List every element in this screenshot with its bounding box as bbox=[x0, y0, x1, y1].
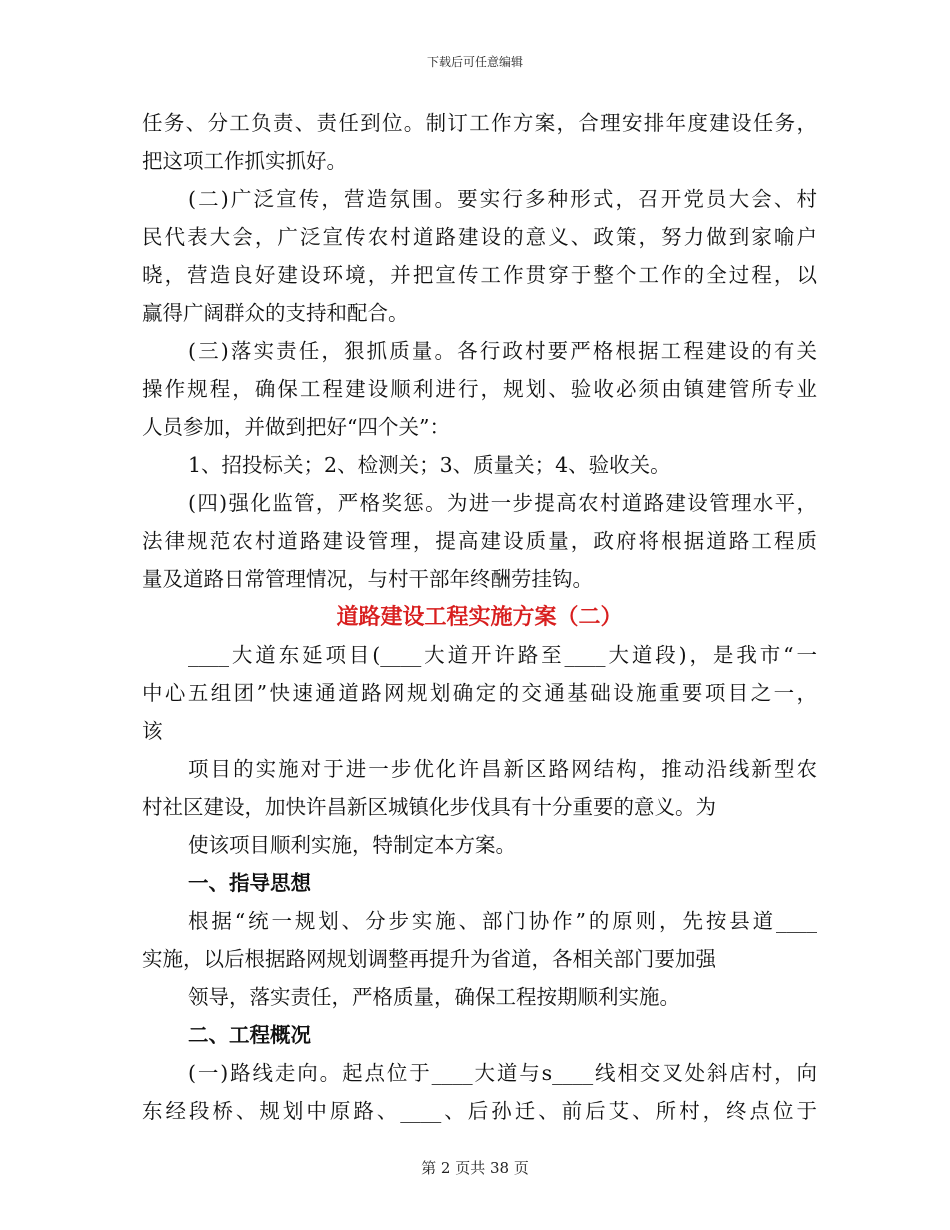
page-header: 下载后可任意编辑 bbox=[426, 55, 523, 69]
paragraph-line: (二)广泛宣传，营造氛围。要实行多种形式，召开党员大会、村 bbox=[188, 187, 817, 211]
paragraph-line: 任务、分工负责、责任到位。制订工作方案，合理安排年度建设任务， bbox=[142, 111, 817, 135]
paragraph-line: 1、招投标关；2、检测关；3、质量关；4、验收关。 bbox=[188, 453, 671, 477]
paragraph-line: 实施，以后根据路网规划调整再提升为省道，各相关部门要加强 bbox=[142, 947, 716, 971]
paragraph-line: 晓，营造良好建设环境，并把宣传工作贯穿于整个工作的全过程，以 bbox=[142, 263, 817, 287]
section-title: 道路建设工程实施方案（二） bbox=[336, 604, 623, 630]
paragraph-line: (三)落实责任，狠抓质量。各行政村要严格根据工程建设的有关 bbox=[188, 339, 817, 363]
paragraph-line: 赢得广阔群众的支持和配合。 bbox=[142, 301, 409, 325]
paragraph-line: 量及道路日常管理情况，与村干部年终酬劳挂钩。 bbox=[142, 567, 593, 591]
paragraph-line: 人员参加，并做到把好“四个关”： bbox=[142, 415, 450, 439]
paragraph-line: (一)路线走向。起点位于____大道与s____线相交叉处斜店村，向 bbox=[188, 1061, 817, 1085]
paragraph-line: 领导，落实责任，严格质量，确保工程按期顺利实施。 bbox=[188, 985, 680, 1009]
page-footer: 第 2 页共 38 页 bbox=[421, 1159, 529, 1177]
paragraph-line: 该 bbox=[142, 719, 163, 743]
paragraph-line: 民代表大会，广泛宣传农村道路建设的意义、政策，努力做到家喻户 bbox=[142, 225, 817, 249]
paragraph-line: 村社区建设，加快许昌新区城镇化步伐具有十分重要的意义。为 bbox=[142, 795, 716, 819]
paragraph-line: (四)强化监管，严格奖惩。为进一步提高农村道路建设管理水平， bbox=[188, 491, 817, 515]
paragraph-line: 操作规程，确保工程建设顺利进行，规划、验收必须由镇建管所专业 bbox=[142, 377, 817, 401]
paragraph-line: 东经段桥、规划中原路、____、后孙迁、前后艾、所村，终点位于 bbox=[142, 1099, 817, 1123]
paragraph-line: ____大道东延项目(____大道开许路至____大道段)，是我市“一 bbox=[188, 643, 817, 667]
subheading: 二、工程概况 bbox=[188, 1023, 311, 1047]
subheading: 一、指导思想 bbox=[188, 871, 311, 895]
document-body bbox=[142, 104, 817, 1130]
paragraph-line: 使该项目顺利实施，特制定本方案。 bbox=[188, 833, 516, 857]
paragraph-line: 把这项工作抓实抓好。 bbox=[142, 149, 347, 173]
paragraph-line: 根据“统一规划、分步实施、部门协作”的原则，先按县道____ bbox=[188, 909, 817, 933]
paragraph-line: 法律规范农村道路建设管理，提高建设质量，政府将根据道路工程质 bbox=[142, 529, 817, 553]
paragraph-line: 中心五组团”快速通道路网规划确定的交通基础设施重要项目之一， bbox=[142, 681, 817, 705]
paragraph-line: 项目的实施对于进一步优化许昌新区路网结构，推动沿线新型农 bbox=[188, 757, 817, 781]
